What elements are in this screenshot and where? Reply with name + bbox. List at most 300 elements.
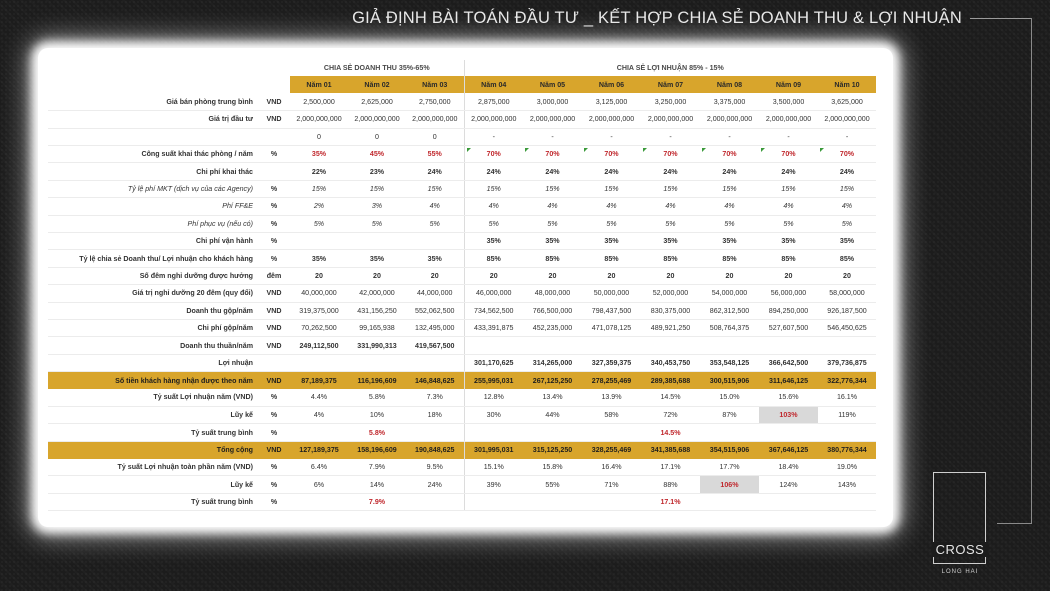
- table-cell: 103%: [759, 406, 818, 423]
- table-cell: 0: [348, 128, 406, 145]
- table-cell: 4%: [406, 198, 464, 215]
- row-unit: VND: [258, 93, 290, 110]
- table-cell: 3,375,000: [700, 93, 759, 110]
- table-cell: 4%: [641, 198, 700, 215]
- row-label: Tỷ lệ phí MKT (dịch vụ của các Agency): [48, 180, 258, 197]
- table-cell: 3,500,000: [759, 93, 818, 110]
- year-header: Năm 01: [290, 76, 348, 93]
- table-cell: 56,000,000: [759, 285, 818, 302]
- table-cell: [759, 337, 818, 354]
- row-label: Tỷ suất trung bình: [48, 424, 258, 441]
- row-label: [48, 128, 258, 145]
- table-cell: 2,000,000,000: [464, 111, 523, 128]
- year-header: Năm 02: [348, 76, 406, 93]
- table-cell: 255,995,031: [464, 372, 523, 389]
- row-label: Tỷ lệ chia sẻ Doanh thu/ Lợi nhuận cho khách hàng: [48, 250, 258, 267]
- table-cell: [523, 493, 582, 510]
- row-unit: %: [258, 389, 290, 406]
- table-cell: 35%: [818, 233, 876, 250]
- group-revenue-share: CHIA SẺ DOANH THU 35%-65%: [323, 64, 430, 72]
- table-cell: 15%: [348, 180, 406, 197]
- table-cell: 249,112,500: [290, 337, 348, 354]
- row-unit: %: [258, 476, 290, 493]
- table-cell: 44%: [523, 406, 582, 423]
- row-label: Tổng cộng: [48, 441, 258, 458]
- table-cell: 311,646,125: [759, 372, 818, 389]
- table-cell: 30%: [464, 406, 523, 423]
- row-unit: [258, 354, 290, 371]
- table-cell: [759, 493, 818, 510]
- row-unit: %: [258, 406, 290, 423]
- row-label: Doanh thu thuần/năm: [48, 337, 258, 354]
- row-label: Doanh thu gộp/năm: [48, 302, 258, 319]
- table-cell: 87%: [700, 406, 759, 423]
- table-cell: 15.1%: [464, 459, 523, 476]
- row-unit: %: [258, 198, 290, 215]
- table-cell: 158,196,609: [348, 441, 406, 458]
- row-label: Giá bán phòng trung bình: [48, 93, 258, 110]
- table-cell: 15%: [582, 180, 641, 197]
- table-cell: [700, 337, 759, 354]
- table-cell: [406, 354, 464, 371]
- table-cell: 20: [641, 267, 700, 284]
- row-label: Lũy kế: [48, 476, 258, 493]
- table-cell: 24%: [464, 163, 523, 180]
- table-cell: [641, 337, 700, 354]
- table-cell: [464, 337, 523, 354]
- table-row: [48, 372, 876, 389]
- table-cell: 5%: [641, 215, 700, 232]
- table-cell: 85%: [700, 250, 759, 267]
- table-cell: 146,848,625: [406, 372, 464, 389]
- table-cell: 5%: [464, 215, 523, 232]
- table-cell: 3%: [348, 198, 406, 215]
- table-cell: 20: [759, 267, 818, 284]
- row-unit: VND: [258, 302, 290, 319]
- table-cell: 55%: [406, 146, 464, 163]
- table-cell: 489,921,250: [641, 319, 700, 336]
- table-cell: 35%: [464, 233, 523, 250]
- table-cell: 2,000,000,000: [582, 111, 641, 128]
- table-cell: [348, 354, 406, 371]
- header-spacer: [48, 76, 258, 93]
- row-unit: %: [258, 146, 290, 163]
- table-cell: 87,189,375: [290, 372, 348, 389]
- row-unit: VND: [258, 372, 290, 389]
- table-cell: 143%: [818, 476, 876, 493]
- table-cell: 5%: [406, 215, 464, 232]
- table-row: [48, 215, 876, 232]
- row-unit: đêm: [258, 267, 290, 284]
- table-cell: 22%: [290, 163, 348, 180]
- row-label: Giá trị đầu tư: [48, 111, 258, 128]
- table-cell: 327,359,375: [582, 354, 641, 371]
- table-cell: 527,607,500: [759, 319, 818, 336]
- table-row: [48, 319, 876, 336]
- table-cell: 354,515,906: [700, 441, 759, 458]
- table-cell: 830,375,000: [641, 302, 700, 319]
- table-cell: 552,062,500: [406, 302, 464, 319]
- table-cell: 16.1%: [818, 389, 876, 406]
- table-cell: 58,000,000: [818, 285, 876, 302]
- table-cell: 24%: [700, 163, 759, 180]
- table-cell: 106%: [700, 476, 759, 493]
- table-row: [48, 424, 876, 441]
- table-cell: 70%: [818, 146, 876, 163]
- page-title: GIẢ ĐỊNH BÀI TOÁN ĐẦU TƯ _ KẾT HỢP CHIA SẺ DOANH THU & LỢI NHUẬN: [352, 9, 962, 27]
- table-cell: 380,776,344: [818, 441, 876, 458]
- table-cell: 70%: [464, 146, 523, 163]
- table-cell: 4%: [759, 198, 818, 215]
- table-cell: 14.5%: [641, 389, 700, 406]
- table-cell: 7.9%: [348, 493, 406, 510]
- table-cell: 4%: [700, 198, 759, 215]
- table-cell: 734,562,500: [464, 302, 523, 319]
- table-row: [48, 267, 876, 284]
- table-row: [48, 476, 876, 493]
- row-unit: %: [258, 215, 290, 232]
- table-cell: 5.8%: [348, 389, 406, 406]
- table-cell: [290, 493, 348, 510]
- table-cell: 894,250,000: [759, 302, 818, 319]
- header-spacer: [258, 60, 290, 76]
- table-cell: 20: [464, 267, 523, 284]
- table-cell: 20: [700, 267, 759, 284]
- table-cell: 13.9%: [582, 389, 641, 406]
- row-label: Tỷ suất trung bình: [48, 493, 258, 510]
- frame-line-horizontal: [997, 523, 1032, 524]
- table-cell: 35%: [523, 233, 582, 250]
- row-unit: [258, 128, 290, 145]
- group-header-row: [48, 60, 876, 76]
- table-cell: 2,000,000,000: [641, 111, 700, 128]
- table-cell: 39%: [464, 476, 523, 493]
- table-cell: 7.9%: [348, 459, 406, 476]
- table-cell: 35%: [759, 233, 818, 250]
- table-cell: 300,515,906: [700, 372, 759, 389]
- table-cell: 4%: [582, 198, 641, 215]
- table-cell: 58%: [582, 406, 641, 423]
- table-cell: 19.0%: [818, 459, 876, 476]
- table-cell: 433,391,875: [464, 319, 523, 336]
- table-cell: 24%: [523, 163, 582, 180]
- table-cell: 5%: [759, 215, 818, 232]
- table-cell: 15%: [406, 180, 464, 197]
- table-cell: 3,125,000: [582, 93, 641, 110]
- table-cell: 99,165,938: [348, 319, 406, 336]
- row-label: Công suất khai thác phòng / năm: [48, 146, 258, 163]
- table-cell: 40,000,000: [290, 285, 348, 302]
- table-row: [48, 337, 876, 354]
- table-cell: 2,000,000,000: [290, 111, 348, 128]
- table-cell: 55%: [523, 476, 582, 493]
- row-unit: VND: [258, 337, 290, 354]
- row-unit: %: [258, 459, 290, 476]
- table-cell: 319,375,000: [290, 302, 348, 319]
- table-row: [48, 146, 876, 163]
- row-label: Phí FF&E: [48, 198, 258, 215]
- table-cell: 2,000,000,000: [818, 111, 876, 128]
- table-cell: 452,235,000: [523, 319, 582, 336]
- year-header: Năm 03: [406, 76, 464, 93]
- table-cell: 546,450,625: [818, 319, 876, 336]
- row-label: Lợi nhuận: [48, 354, 258, 371]
- table-cell: 24%: [406, 476, 464, 493]
- table-cell: 315,125,250: [523, 441, 582, 458]
- table-cell: 4.4%: [290, 389, 348, 406]
- table-row: [48, 459, 876, 476]
- table-cell: 379,736,875: [818, 354, 876, 371]
- table-cell: 431,156,250: [348, 302, 406, 319]
- table-cell: 24%: [641, 163, 700, 180]
- table-cell: 119%: [818, 406, 876, 423]
- table-cell: 6.4%: [290, 459, 348, 476]
- table-cell: 314,265,000: [523, 354, 582, 371]
- frame-line-vertical: [1031, 18, 1032, 524]
- table-cell: 3,000,000: [523, 93, 582, 110]
- row-unit: %: [258, 424, 290, 441]
- table-cell: [582, 424, 641, 441]
- table-cell: 341,385,688: [641, 441, 700, 458]
- row-label: Giá trị nghỉ dưỡng 20 đêm (quy đổi): [48, 285, 258, 302]
- table-cell: 15%: [700, 180, 759, 197]
- table-cell: 508,764,375: [700, 319, 759, 336]
- table-cell: [818, 337, 876, 354]
- table-cell: 5%: [348, 215, 406, 232]
- row-label: Tỷ suất Lợi nhuận năm (VND): [48, 389, 258, 406]
- table-cell: [818, 424, 876, 441]
- table-body: [48, 93, 876, 510]
- year-header: Năm 04: [464, 76, 523, 93]
- table-row: [48, 406, 876, 423]
- table-cell: 35%: [348, 250, 406, 267]
- table-cell: 45%: [348, 146, 406, 163]
- table-cell: 70%: [700, 146, 759, 163]
- table-cell: 20: [523, 267, 582, 284]
- table-cell: [759, 424, 818, 441]
- table-cell: 42,000,000: [348, 285, 406, 302]
- table-cell: 85%: [818, 250, 876, 267]
- table-cell: [348, 233, 406, 250]
- table-cell: 85%: [582, 250, 641, 267]
- table-cell: 127,189,375: [290, 441, 348, 458]
- table-cell: 2,500,000: [290, 93, 348, 110]
- table-cell: 15.8%: [523, 459, 582, 476]
- table-cell: 2,000,000,000: [406, 111, 464, 128]
- group-profit-share: CHIA SẺ LỢI NHUẬN 85% - 15%: [464, 60, 876, 76]
- table-row: [48, 285, 876, 302]
- table-cell: 44,000,000: [406, 285, 464, 302]
- table-cell: 2,000,000,000: [523, 111, 582, 128]
- row-label: Chi phí vận hành: [48, 233, 258, 250]
- table-cell: 20: [582, 267, 641, 284]
- header-spacer: [48, 60, 258, 76]
- row-unit: %: [258, 233, 290, 250]
- table-cell: 71%: [582, 476, 641, 493]
- row-label: Số đêm nghỉ dưỡng được hưởng: [48, 267, 258, 284]
- table-cell: 70%: [759, 146, 818, 163]
- table-cell: 20: [348, 267, 406, 284]
- table-cell: [700, 424, 759, 441]
- table-cell: 0: [406, 128, 464, 145]
- table-row: [48, 389, 876, 406]
- table-row: [48, 93, 876, 110]
- table-cell: 35%: [406, 250, 464, 267]
- table-cell: 35%: [290, 146, 348, 163]
- table-cell: 289,385,688: [641, 372, 700, 389]
- table-cell: 85%: [641, 250, 700, 267]
- row-unit: [258, 163, 290, 180]
- table-cell: [582, 337, 641, 354]
- table-cell: 15.0%: [700, 389, 759, 406]
- table-cell: 331,990,313: [348, 337, 406, 354]
- table-cell: 15%: [290, 180, 348, 197]
- table-cell: 322,776,344: [818, 372, 876, 389]
- row-unit: VND: [258, 441, 290, 458]
- table-cell: 12.8%: [464, 389, 523, 406]
- table-cell: [818, 493, 876, 510]
- table-cell: 4%: [464, 198, 523, 215]
- table-cell: 2,625,000: [348, 93, 406, 110]
- table-cell: 13.4%: [523, 389, 582, 406]
- table-cell: 301,995,031: [464, 441, 523, 458]
- header-spacer: [258, 76, 290, 93]
- table-cell: 72%: [641, 406, 700, 423]
- table-cell: [406, 493, 464, 510]
- table-cell: 70,262,500: [290, 319, 348, 336]
- table-cell: 3,625,000: [818, 93, 876, 110]
- table-cell: 2,000,000,000: [700, 111, 759, 128]
- table-cell: 190,848,625: [406, 441, 464, 458]
- table-cell: 14%: [348, 476, 406, 493]
- row-unit: %: [258, 250, 290, 267]
- table-cell: [582, 493, 641, 510]
- table-row: [48, 441, 876, 458]
- row-label: Số tiền khách hàng nhận được theo năm: [48, 372, 258, 389]
- table-cell: -: [582, 128, 641, 145]
- row-unit: VND: [258, 285, 290, 302]
- table-cell: 2,000,000,000: [759, 111, 818, 128]
- row-label: Phí phục vụ (nếu có): [48, 215, 258, 232]
- table-cell: 5%: [700, 215, 759, 232]
- table-cell: [464, 424, 523, 441]
- row-unit: VND: [258, 319, 290, 336]
- table-cell: 18%: [406, 406, 464, 423]
- table-cell: 267,125,250: [523, 372, 582, 389]
- row-unit: VND: [258, 111, 290, 128]
- table-cell: 17.7%: [700, 459, 759, 476]
- table-cell: 5%: [523, 215, 582, 232]
- table-row: [48, 250, 876, 267]
- table-cell: 15.6%: [759, 389, 818, 406]
- table-cell: -: [523, 128, 582, 145]
- table-cell: 85%: [464, 250, 523, 267]
- table-cell: 766,500,000: [523, 302, 582, 319]
- table-cell: 353,548,125: [700, 354, 759, 371]
- table-cell: 5%: [818, 215, 876, 232]
- table-cell: 48,000,000: [523, 285, 582, 302]
- table-cell: 24%: [406, 163, 464, 180]
- table-cell: 46,000,000: [464, 285, 523, 302]
- table-cell: 15%: [641, 180, 700, 197]
- table-cell: 88%: [641, 476, 700, 493]
- investment-table: [48, 60, 876, 511]
- table-row: [48, 128, 876, 145]
- table-cell: [290, 354, 348, 371]
- row-unit: %: [258, 493, 290, 510]
- table-cell: 124%: [759, 476, 818, 493]
- table-row: [48, 233, 876, 250]
- table-cell: 35%: [582, 233, 641, 250]
- table-cell: 301,170,625: [464, 354, 523, 371]
- table-cell: 10%: [348, 406, 406, 423]
- table-cell: -: [641, 128, 700, 145]
- table-cell: 35%: [641, 233, 700, 250]
- table-cell: [523, 337, 582, 354]
- year-header: Năm 05: [523, 76, 582, 93]
- table-cell: 24%: [759, 163, 818, 180]
- table-cell: 9.5%: [406, 459, 464, 476]
- table-cell: 5%: [582, 215, 641, 232]
- table-cell: 926,187,500: [818, 302, 876, 319]
- table-cell: 4%: [818, 198, 876, 215]
- table-cell: 278,255,469: [582, 372, 641, 389]
- logo-subtitle: LONG HAI: [941, 569, 979, 575]
- table-cell: 340,453,750: [641, 354, 700, 371]
- table-cell: 366,642,500: [759, 354, 818, 371]
- table-cell: 328,255,469: [582, 441, 641, 458]
- table-cell: 7.3%: [406, 389, 464, 406]
- logo: CROSS: [932, 542, 988, 557]
- table-cell: 50,000,000: [582, 285, 641, 302]
- table-cell: 419,567,500: [406, 337, 464, 354]
- table-row: [48, 354, 876, 371]
- table-cell: 70%: [523, 146, 582, 163]
- table-cell: 116,196,609: [348, 372, 406, 389]
- table-cell: 35%: [290, 250, 348, 267]
- table-cell: 0: [290, 128, 348, 145]
- table-cell: 367,646,125: [759, 441, 818, 458]
- row-label: Lũy kế: [48, 406, 258, 423]
- table-cell: 85%: [523, 250, 582, 267]
- table-cell: -: [464, 128, 523, 145]
- year-header-row: [48, 76, 876, 93]
- row-label: Tỷ suất Lợi nhuận toàn phần năm (VND): [48, 459, 258, 476]
- table-row: [48, 111, 876, 128]
- table-row: [48, 302, 876, 319]
- table-cell: 24%: [818, 163, 876, 180]
- year-header: Năm 09: [759, 76, 818, 93]
- table-cell: 2,750,000: [406, 93, 464, 110]
- table-cell: -: [818, 128, 876, 145]
- table-cell: 18.4%: [759, 459, 818, 476]
- table-cell: [523, 424, 582, 441]
- table-cell: 20: [290, 267, 348, 284]
- year-header: Năm 08: [700, 76, 759, 93]
- table-cell: 5%: [290, 215, 348, 232]
- table-cell: 862,312,500: [700, 302, 759, 319]
- table-cell: 20: [818, 267, 876, 284]
- table-cell: 798,437,500: [582, 302, 641, 319]
- table-cell: -: [759, 128, 818, 145]
- table-cell: 14.5%: [641, 424, 700, 441]
- table-cell: 70%: [641, 146, 700, 163]
- year-header: Năm 07: [641, 76, 700, 93]
- table-row: [48, 163, 876, 180]
- table-cell: 5.8%: [348, 424, 406, 441]
- table-cell: [700, 493, 759, 510]
- table-cell: [406, 233, 464, 250]
